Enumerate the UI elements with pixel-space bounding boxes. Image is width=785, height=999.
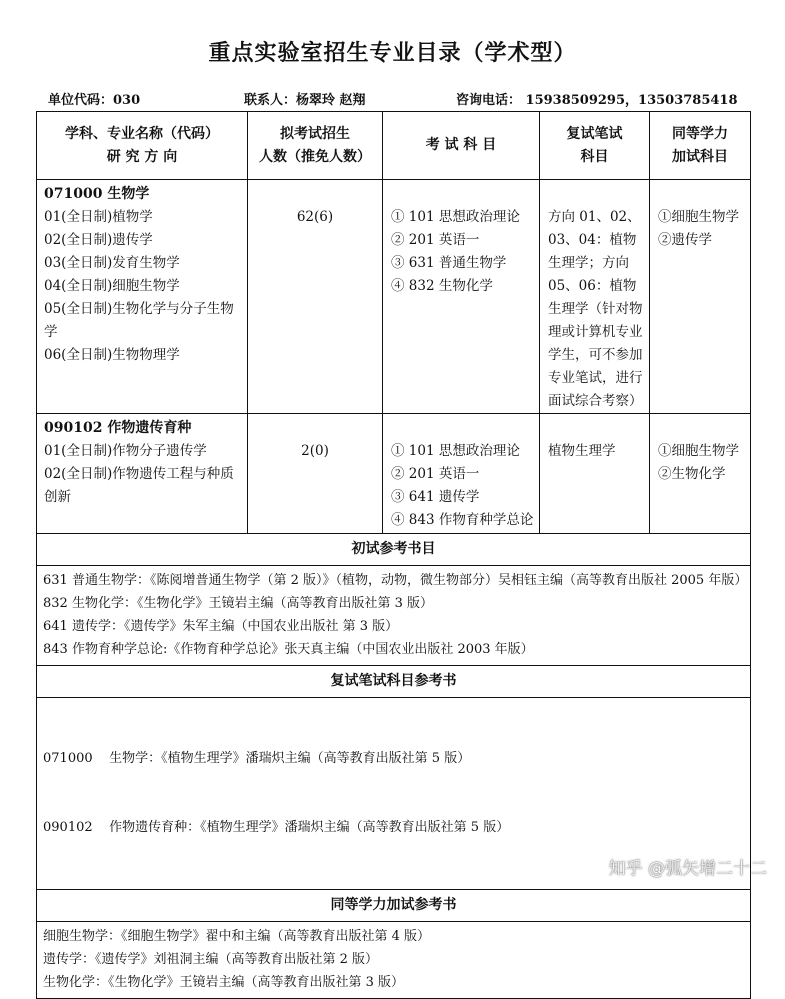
same-level-cell [650, 180, 751, 414]
major-code-name: 071000 生物学 [44, 186, 150, 202]
reference-line: 843 作物育种学总论:《作物育种学总论》张天真主编（中国农业出版社 2003 年版） [43, 642, 534, 657]
section-body [37, 566, 751, 666]
reference-line: 遗传学：《遗传学》刘祖洞主编（高等教育出版社第 2 版） [43, 952, 379, 967]
table-row [37, 414, 751, 534]
header-same-level-line1: 同等学力 [672, 125, 728, 142]
reference-line: 071000 生物学：《植物生理学》潘瑞炽主编（高等教育出版社第 5 版） [43, 751, 471, 766]
subject-item: ① 101 思想政治理论 [391, 443, 520, 459]
header-major-line2: 研 究 方 向 [106, 148, 178, 165]
section-heading: 初试参考书目 [37, 534, 751, 566]
retest-subject: 植物生理学 [540, 414, 650, 534]
contact-person: 联系人：杨翠玲 赵翔 [244, 93, 366, 108]
section-body [37, 922, 751, 999]
enroll-count: 2(0) [248, 414, 383, 534]
reference-line: 细胞生物学：《细胞生物学》翟中和主编（高等教育出版社第 4 版） [43, 929, 431, 944]
unit-code: 单位代码：030 [48, 93, 141, 108]
header-same-level-line2: 加试科目 [672, 148, 728, 165]
direction-item: 02(全日制)作物遗传工程与种质创新 [44, 466, 234, 505]
section-heading: 复试笔试科目参考书 [37, 666, 751, 698]
same-level-cell [650, 414, 751, 534]
reference-line: 832 生物化学：《生物化学》王镜岩主编（高等教育出版社第 3 版） [43, 596, 433, 611]
subjects-cell [383, 414, 540, 534]
table-header-row [37, 112, 751, 180]
subject-item: ③ 631 普通生物学 [391, 255, 507, 271]
same-level-item: ①细胞生物学 [658, 209, 739, 225]
section-body-row [37, 922, 751, 999]
section-body-row [37, 566, 751, 666]
direction-item: 04(全日制)细胞生物学 [44, 278, 180, 294]
header-enroll-line2: 人数（推免人数） [259, 148, 371, 165]
contact-phone: 咨询电话： 15938509295，13503785418 [456, 93, 738, 108]
reference-line: 641 遗传学：《遗传学》朱军主编（中国农业出版社 第 3 版） [43, 619, 399, 634]
header-enroll [248, 112, 383, 180]
subject-item: ④ 832 生物化学 [391, 278, 493, 294]
major-code-name: 090102 作物遗传育种 [44, 420, 192, 436]
header-major [37, 112, 248, 180]
major-cell [37, 414, 248, 534]
retest-subject: 方向 01、02、03、04：植物生理学；方向 05、06：植物生理学（针对物理或计算机专业学生，可不参加专业笔试，进行面试综合考察） [540, 180, 650, 414]
watermark: 知乎 @弧矢增二十二 [608, 859, 767, 879]
section-heading: 同等学力加试参考书 [37, 890, 751, 922]
major-cell [37, 180, 248, 414]
section-heading-row [37, 890, 751, 922]
subject-item: ② 201 英语一 [391, 232, 480, 248]
header-retest-line1: 复试笔试 [566, 125, 623, 142]
header-retest-line2: 科目 [580, 148, 609, 165]
section-heading-row [37, 666, 751, 698]
header-subjects: 考 试 科 目 [383, 112, 540, 180]
page-title: 重点实验室招生专业目录（学术型） [208, 40, 577, 66]
reference-line: 生物化学：《生物化学》王镜岩主编（高等教育出版社第 3 版） [43, 975, 405, 990]
header-major-line1: 学科、专业名称（代码） [65, 125, 219, 142]
enroll-count: 62(6) [248, 180, 383, 414]
reference-line: 631 普通生物学：《陈阅增普通生物学（第 2 版）》（植物，动物，微生物部分）吴相钰主编（高等教育出版社 2005 年版） [43, 573, 748, 588]
subject-item: ② 201 英语一 [391, 466, 480, 482]
direction-item: 03(全日制)发育生物学 [44, 255, 180, 271]
header-enroll-line1: 拟考试招生 [280, 125, 350, 142]
reference-line: 090102 作物遗传育种：《植物生理学》潘瑞炽主编（高等教育出版社第 5 版） [43, 820, 510, 835]
section-heading-row [37, 534, 751, 566]
header-retest [540, 112, 650, 180]
direction-item: 01(全日制)植物学 [44, 209, 153, 225]
subject-item: ① 101 思想政治理论 [391, 209, 520, 225]
header-same-level [650, 112, 751, 180]
direction-item: 06(全日制)生物物理学 [44, 347, 180, 363]
direction-item: 05(全日制)生物化学与分子生物学 [44, 301, 234, 340]
direction-item: 01(全日制)作物分子遗传学 [44, 443, 207, 459]
table-row [37, 180, 751, 414]
direction-item: 02(全日制)遗传学 [44, 232, 153, 248]
subject-item: ④ 843 作物育种学总论 [391, 512, 534, 528]
subject-item: ③ 641 遗传学 [391, 489, 480, 505]
same-level-item: ①细胞生物学 [658, 443, 739, 459]
same-level-item: ②遗传学 [658, 232, 712, 248]
subjects-cell [383, 180, 540, 414]
same-level-item: ②生物化学 [658, 466, 726, 482]
